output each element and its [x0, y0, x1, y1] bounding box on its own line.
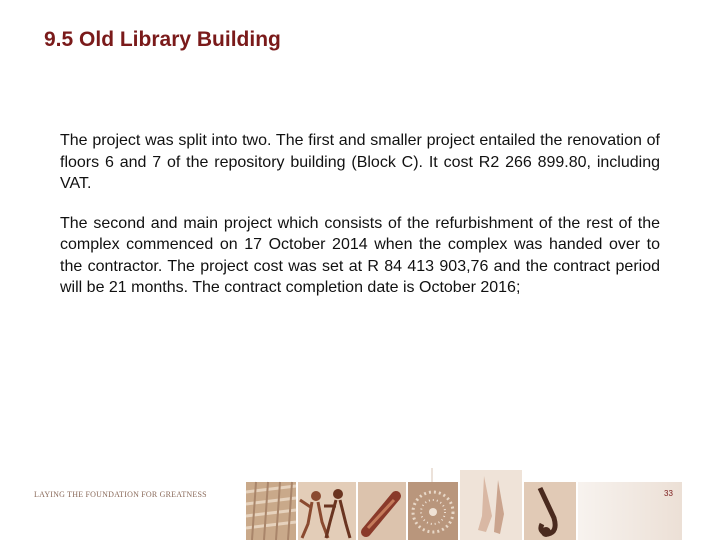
page-number: 33	[664, 489, 673, 498]
ballet-shoes-image	[460, 470, 522, 540]
woven-texture-image	[246, 482, 296, 540]
dancing-couple-image	[298, 482, 356, 540]
footer-band	[0, 466, 720, 540]
drum-image	[358, 482, 406, 540]
paragraph-1: The project was split into two. The first and smaller project entailed the renovation of floors 6 and 7 of the repository building (Block C). It cost R2 266 899.80, including VAT.	[60, 132, 660, 192]
saxophone-image	[524, 482, 576, 540]
slide-title: 9.5 Old Library Building	[44, 28, 281, 51]
beadwork-image	[408, 482, 458, 540]
paragraph-2: The second and main project which consists of the refurbishment of the rest of the complex commenced on 17 October 2014 when the complex was handed over to the contractor. The project cost was set at R 84 413 903,76 and the contract period will be 21 months. The contract completion date is October 2016;	[60, 214, 660, 296]
slide-body	[60, 130, 660, 317]
footer-graphic	[0, 466, 720, 540]
footer-tagline: LAYING THE FOUNDATION FOR GREATNESS	[34, 490, 207, 499]
